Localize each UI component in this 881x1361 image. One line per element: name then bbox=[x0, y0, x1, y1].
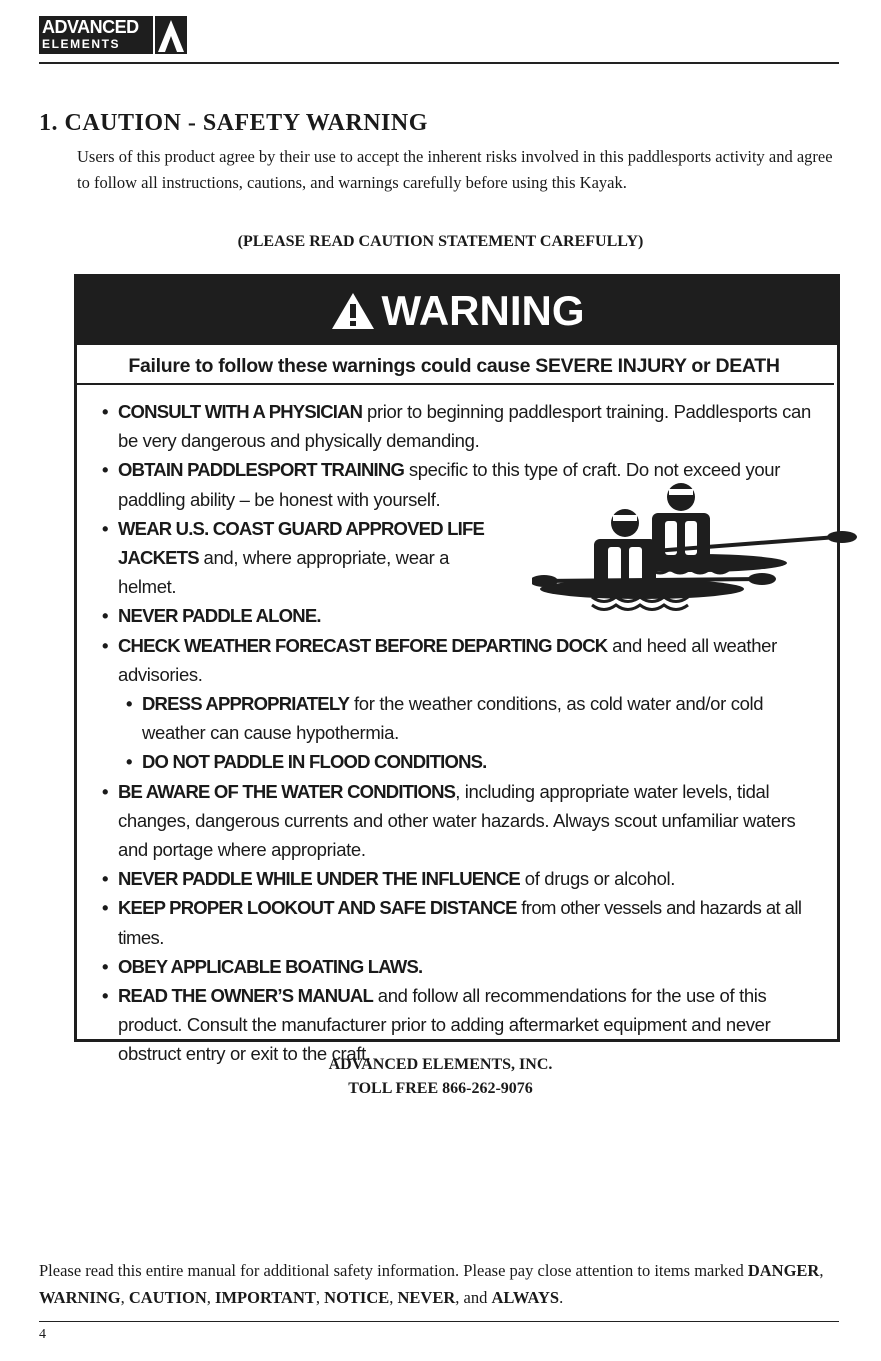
header-rule bbox=[39, 62, 839, 64]
footer-note: Please read this entire manual for additional safety information. Please pay close attention to items marked DANGER, WARNING, CAUTION, IMPORTANT, NOTICE, NEVER, and ALWAYS. bbox=[39, 1261, 824, 1307]
company-phone: TOLL FREE 866-262-9076 bbox=[348, 1080, 533, 1097]
warning-item: • OBEY APPLICABLE BOATING LAWS. bbox=[102, 955, 423, 977]
warning-subitem: • DRESS APPROPRIATELY for the weather conditions, as cold water and/or cold weather can cause hypothermia. bbox=[126, 693, 764, 744]
warning-item: • NEVER PADDLE WHILE UNDER THE INFLUENCE of drugs or alcohol. bbox=[102, 868, 676, 890]
warning-title: WARNING bbox=[381, 287, 585, 334]
warning-item: • OBTAIN PADDLESPORT TRAINING specific to this type of craft. Do not exceed your paddling ability – be honest with yourself. bbox=[102, 459, 781, 510]
warning-triangle-icon bbox=[330, 291, 376, 331]
brand-logo bbox=[39, 16, 187, 54]
warning-header bbox=[77, 277, 837, 345]
footer-rule bbox=[39, 1321, 839, 1322]
page-number: 4 bbox=[39, 1327, 46, 1342]
warning-item: • READ THE OWNER’S MANUAL and follow all recommendations for the use of this product. Consult the manufacturer prior to adding aftermarket equipment and never obstruct entry or exit to the craft. bbox=[102, 985, 771, 1065]
intro-paragraph: Users of this product agree by their use to accept the inherent risks involved in this paddlesports activity and agree to follow all instructions, cautions, and warnings carefully before using this Kayak. bbox=[77, 147, 833, 192]
warning-item: • BE AWARE OF THE WATER CONDITIONS, including appropriate water levels, tidal changes, dangerous currents and other water hazards. Always scout unfamiliar waters and portage where appropriate. bbox=[102, 780, 796, 861]
logo-a-mark-icon bbox=[155, 16, 187, 54]
warning-item: • CONSULT WITH A PHYSICIAN prior to beginning paddlesport training. Paddlesports can be very dangerous and physically demanding. bbox=[102, 401, 811, 452]
logo-line-2: ELEMENTS bbox=[42, 37, 121, 51]
warning-list bbox=[102, 397, 827, 1069]
warning-subitem: • DO NOT PADDLE IN FLOOD CONDITIONS. bbox=[126, 751, 487, 773]
read-instruction: (PLEASE READ CAUTION STATEMENT CAREFULLY) bbox=[237, 233, 644, 250]
company-name: ADVANCED ELEMENTS, INC. bbox=[328, 1056, 553, 1073]
logo-wordmark bbox=[39, 16, 153, 54]
company-contact bbox=[0, 1053, 881, 1101]
section-heading: 1. CAUTION - SAFETY WARNING bbox=[39, 110, 428, 136]
warning-item: • CHECK WEATHER FORECAST BEFORE DEPARTING DOCK and heed all weather advisories. bbox=[102, 634, 777, 685]
warning-item: • KEEP PROPER LOOKOUT AND SAFE DISTANCE from other vessels and hazards at all times. bbox=[102, 897, 802, 948]
warning-item: • NEVER PADDLE ALONE. bbox=[102, 605, 321, 627]
logo-line-1: ADVANCED bbox=[42, 17, 139, 37]
warning-item: • WEAR U.S. COAST GUARD APPROVED LIFE JACKETS and, where appropriate, wear a helmet. bbox=[102, 517, 485, 598]
warning-subtitle: Failure to follow these warnings could cause SEVERE INJURY or DEATH bbox=[74, 345, 834, 385]
